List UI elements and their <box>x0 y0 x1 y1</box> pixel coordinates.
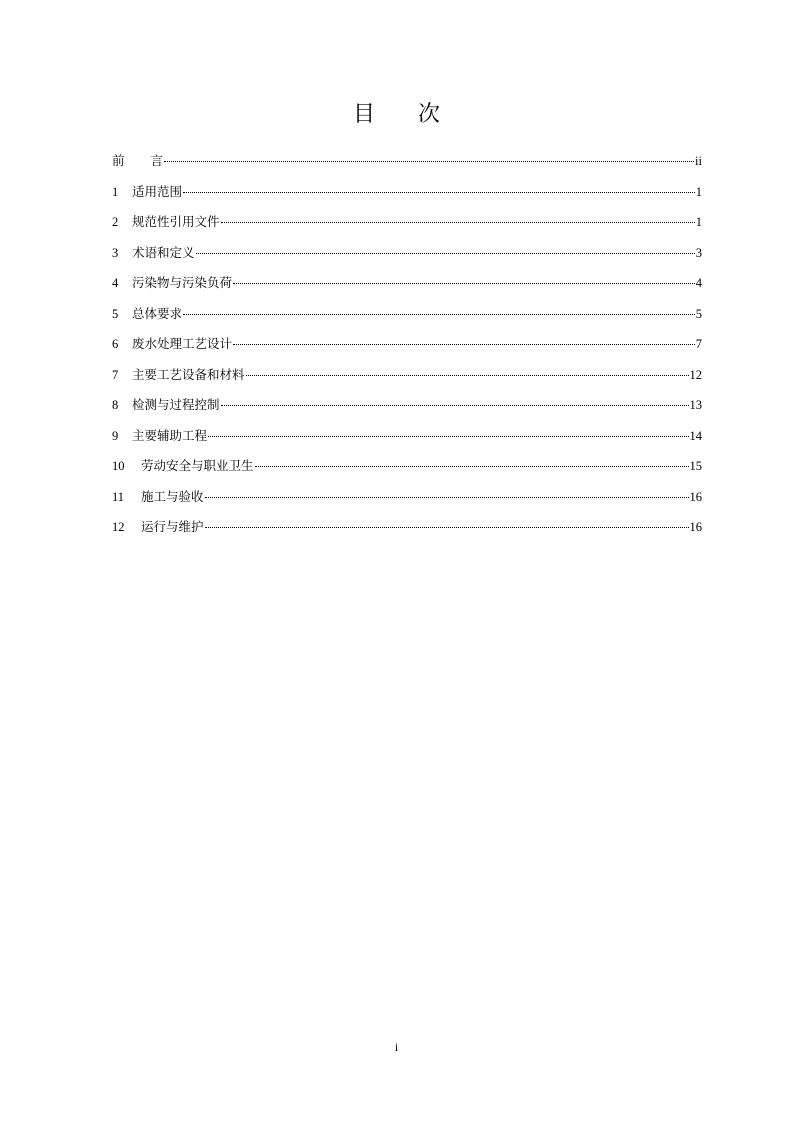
toc-entry[interactable] <box>112 242 702 273</box>
toc-entry[interactable] <box>112 486 702 517</box>
toc-entry-title: 施工与验收 <box>141 488 204 504</box>
toc-entry-page: 16 <box>689 489 702 504</box>
toc-leader-dots <box>205 527 689 528</box>
toc-entry-number: 7 <box>112 367 119 382</box>
toc-entry-title: 主要辅助工程 <box>132 427 208 443</box>
toc-entry[interactable] <box>112 333 702 364</box>
page-title: 目 次 <box>353 102 458 127</box>
toc-leader-dots <box>205 497 689 498</box>
footer-page-number: i <box>394 1040 399 1054</box>
toc-entry-number: 9 <box>112 428 119 443</box>
toc-entry[interactable] <box>112 455 702 486</box>
toc-entry-number: 11 <box>112 489 125 504</box>
toc-entry[interactable] <box>112 303 702 334</box>
toc-entry-page: 15 <box>689 459 702 473</box>
toc-leader-dots <box>208 436 688 437</box>
toc-entry-number: 8 <box>112 398 119 412</box>
toc-entry-page: 14 <box>689 428 702 443</box>
toc-leader-dots <box>183 314 695 315</box>
toc-entry[interactable] <box>112 394 702 425</box>
toc-entry-number: 6 <box>112 337 119 351</box>
toc-entry-title: 检测与过程控制 <box>132 397 220 412</box>
toc-leader-dots <box>233 283 695 284</box>
toc-entry-number: 10 <box>112 459 125 473</box>
toc-entry[interactable] <box>112 516 702 547</box>
toc-entry-number: 1 <box>112 184 119 199</box>
toc-entry-title: 主要工艺设备和材料 <box>132 366 245 382</box>
toc-entry-title: 规范性引用文件 <box>132 214 220 229</box>
toc-entry-title: 适用范围 <box>132 183 183 199</box>
toc-entry-number: 2 <box>112 215 119 229</box>
toc-entry-page: 16 <box>689 520 702 534</box>
toc-leader-dots <box>221 405 689 406</box>
toc-leader-dots <box>233 344 695 345</box>
toc-leader-dots <box>221 222 695 223</box>
toc-entry-title: 术语和定义 <box>132 244 195 260</box>
toc-leader-dots <box>246 375 689 376</box>
toc-entry-number: 12 <box>112 520 125 534</box>
toc-leader-dots <box>255 466 689 467</box>
table-of-contents <box>112 150 702 547</box>
toc-entry-title: 劳动安全与职业卫生 <box>141 458 254 473</box>
toc-entry-page: 4 <box>695 276 702 290</box>
toc-entry-page: ii <box>695 154 702 168</box>
toc-entry-page: 1 <box>695 215 702 229</box>
toc-entry-page: 3 <box>695 245 702 260</box>
toc-leader-dots <box>183 192 695 193</box>
toc-list <box>112 181 702 547</box>
toc-entry-page: 13 <box>689 398 702 412</box>
toc-leader-dots <box>164 161 694 162</box>
toc-entry[interactable] <box>112 272 702 303</box>
toc-entry-title: 污染物与污染负荷 <box>132 275 233 290</box>
toc-entry-page: 5 <box>695 306 702 321</box>
toc-entry-title: 废水处理工艺设计 <box>132 336 233 351</box>
toc-entry[interactable] <box>112 181 702 212</box>
toc-entry[interactable] <box>112 425 702 456</box>
toc-entry-preface[interactable] <box>112 150 702 181</box>
toc-entry-page: 12 <box>689 367 702 382</box>
toc-entry-title: 运行与维护 <box>141 519 204 534</box>
toc-entry[interactable] <box>112 364 702 395</box>
toc-entry[interactable] <box>112 211 702 242</box>
toc-leader-dots <box>196 253 695 254</box>
toc-entry-page: 7 <box>695 337 702 351</box>
toc-entry-number: 4 <box>112 276 119 290</box>
toc-entry-page: 1 <box>695 184 702 199</box>
toc-entry-title: 总体要求 <box>132 305 183 321</box>
toc-entry-number: 5 <box>112 306 119 321</box>
toc-entry-title: 前 言 <box>112 153 164 168</box>
toc-entry-number: 3 <box>112 245 119 260</box>
